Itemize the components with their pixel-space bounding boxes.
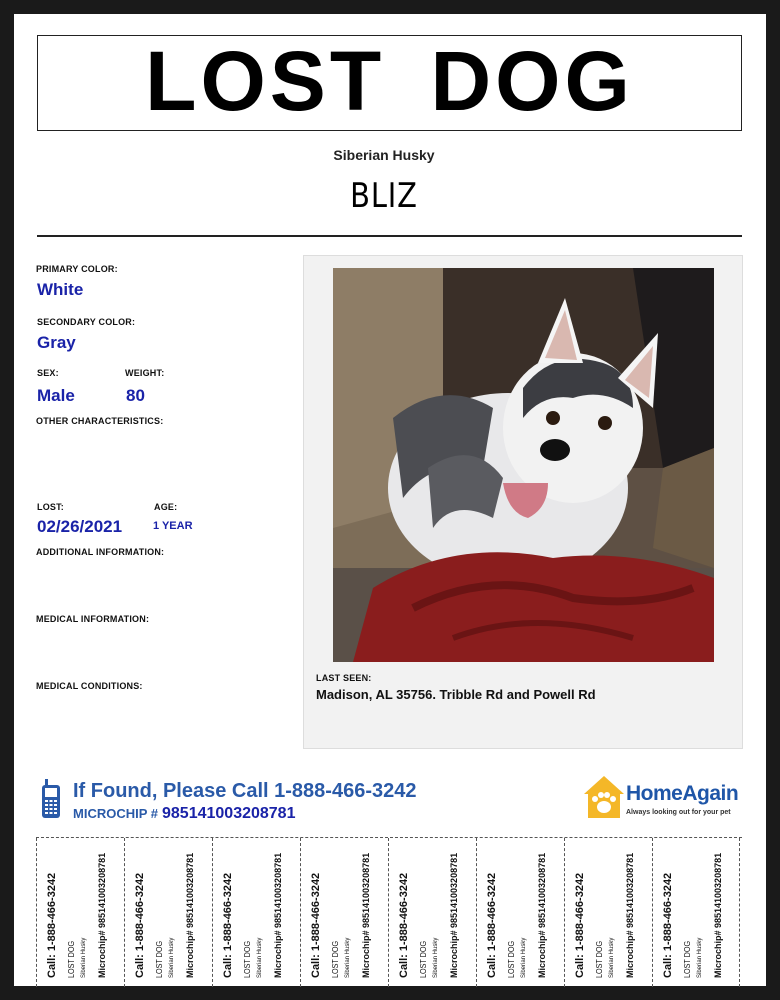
tab-breed-text: Siberian Husky <box>433 937 439 978</box>
primary-color-label: PRIMARY COLOR: <box>36 264 118 274</box>
divider <box>37 235 742 237</box>
age-value: 1 YEAR <box>153 520 193 532</box>
dog-photo <box>333 268 714 662</box>
weight-value: 80 <box>126 386 145 405</box>
tear-off-tab[interactable] <box>124 838 212 987</box>
sex-label: SEX: <box>37 368 59 378</box>
tear-off-tab[interactable] <box>388 838 476 987</box>
tab-breed-text: Siberian Husky <box>81 937 87 978</box>
tab-lost-dog-text: LOST DOG <box>595 940 604 978</box>
tab-breed-text: Siberian Husky <box>257 937 263 978</box>
tab-call-text: Call: 1-888-466-3242 <box>662 872 674 978</box>
tab-lost-dog-text: LOST DOG <box>419 940 428 978</box>
tear-off-tab[interactable] <box>36 838 124 987</box>
lost-dog-flyer <box>14 14 766 986</box>
tab-microchip-text: Microchip# 985141003208781 <box>185 852 195 978</box>
medical-conditions-label: MEDICAL CONDITIONS: <box>36 681 143 691</box>
tab-breed-text: Siberian Husky <box>609 937 615 978</box>
tab-call-text: Call: 1-888-466-3242 <box>398 872 410 978</box>
tab-call-text: Call: 1-888-466-3242 <box>574 872 586 978</box>
brand-name: HomeAgain <box>626 782 739 805</box>
lost-date-value: 02/26/2021 <box>37 517 123 536</box>
brand-tagline: Always looking out for your pet <box>626 809 731 816</box>
tab-lost-dog-text: LOST DOG <box>243 940 252 978</box>
other-characteristics-label: OTHER CHARACTERISTICS: <box>36 416 164 426</box>
homeagain-logo <box>582 774 742 824</box>
tab-call-text: Call: 1-888-466-3242 <box>310 872 322 978</box>
tab-lost-dog-text: LOST DOG <box>331 940 340 978</box>
pet-breed: Siberian Husky <box>333 147 435 163</box>
tab-microchip-text: Microchip# 985141003208781 <box>449 852 459 978</box>
tab-breed-text: Siberian Husky <box>521 937 527 978</box>
medical-info-label: MEDICAL INFORMATION: <box>36 614 150 624</box>
microchip-number: 985141003208781 <box>162 805 296 822</box>
tab-microchip-text: Microchip# 985141003208781 <box>97 852 107 978</box>
tear-off-tab[interactable] <box>300 838 388 987</box>
house-paw-icon <box>582 774 626 820</box>
tab-call-text: Call: 1-888-466-3242 <box>134 872 146 978</box>
microchip-label: MICROCHIP # <box>73 806 158 821</box>
sex-value: Male <box>37 386 75 405</box>
tab-microchip-text: Microchip# 985141003208781 <box>273 852 283 978</box>
headline-box <box>37 35 742 131</box>
pet-name: BLIZ <box>350 176 418 216</box>
tab-microchip-text: Microchip# 985141003208781 <box>713 852 723 978</box>
photo-panel <box>303 255 743 749</box>
secondary-color-value: Gray <box>37 333 76 352</box>
phone-icon <box>40 779 62 819</box>
tab-call-text: Call: 1-888-466-3242 <box>222 872 234 978</box>
lost-date-label: LOST: <box>37 502 64 512</box>
tab-lost-dog-text: LOST DOG <box>155 940 164 978</box>
tear-off-tabs <box>36 837 742 987</box>
tab-breed-text: Siberian Husky <box>345 937 351 978</box>
tab-lost-dog-text: LOST DOG <box>67 940 76 978</box>
weight-label: WEIGHT: <box>125 368 165 378</box>
tear-off-tab[interactable] <box>652 838 740 987</box>
tab-microchip-text: Microchip# 985141003208781 <box>625 852 635 978</box>
tab-call-text: Call: 1-888-466-3242 <box>486 872 498 978</box>
tab-lost-dog-text: LOST DOG <box>683 940 692 978</box>
last-seen-location: Madison, AL 35756. Tribble Rd and Powell Rd <box>316 687 596 702</box>
flyer-title: LOST DOG <box>145 34 634 128</box>
tab-lost-dog-text: LOST DOG <box>507 940 516 978</box>
tab-microchip-text: Microchip# 985141003208781 <box>361 852 371 978</box>
tear-off-tab[interactable] <box>476 838 564 987</box>
additional-info-label: ADDITIONAL INFORMATION: <box>36 547 165 557</box>
age-label: AGE: <box>154 502 178 512</box>
tab-microchip-text: Microchip# 985141003208781 <box>537 852 547 978</box>
secondary-color-label: SECONDARY COLOR: <box>37 317 136 327</box>
microchip-line <box>73 805 295 823</box>
if-found-call-text: If Found, Please Call 1-888-466-3242 <box>73 780 417 802</box>
tab-call-text: Call: 1-888-466-3242 <box>46 872 58 978</box>
tab-breed-text: Siberian Husky <box>697 937 703 978</box>
last-seen-label: LAST SEEN: <box>316 673 372 683</box>
tab-breed-text: Siberian Husky <box>169 937 175 978</box>
primary-color-value: White <box>37 280 84 299</box>
tear-off-tab[interactable] <box>212 838 300 987</box>
tear-off-tab[interactable] <box>564 838 652 987</box>
